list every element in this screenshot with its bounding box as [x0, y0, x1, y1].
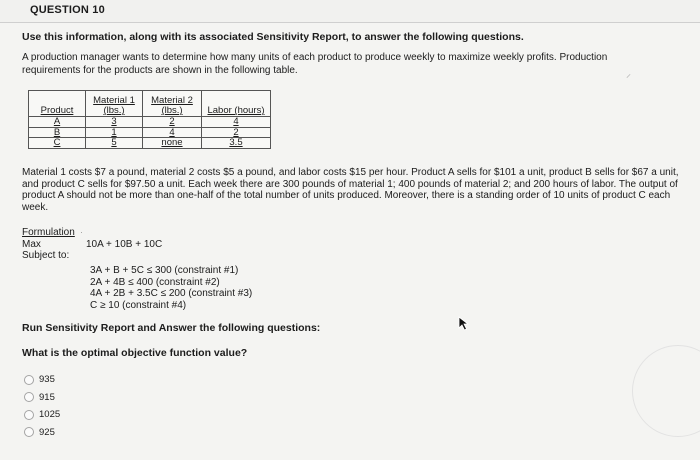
- decorative-circle: [632, 345, 700, 437]
- problem-description: Material 1 costs $7 a pound, material 2 costs $5 a pound, and labor costs $15 per hour. Product A sells for $101 a unit, product B sells for $67 a unit, and product C sells for $97.50 a unit. Each week there are 300 pounds of material 1; 400 pounds of material 2; and 200 hours of labor. The output of product A should not be more than one-half of the total number of units produced. Moreover, there is a standing order of 10 units of product C each week.: [22, 167, 679, 213]
- radio-button-icon[interactable]: [24, 427, 34, 437]
- radio-button-icon[interactable]: [24, 375, 34, 385]
- formulation-heading: Formulation: [22, 227, 75, 238]
- objective-function: 10A + 10B + 10C: [86, 238, 163, 250]
- radio-button-icon[interactable]: [24, 392, 34, 402]
- option-915[interactable]: 915: [24, 389, 60, 407]
- constraint-2: 2A + 4B ≤ 400 (constraint #2): [90, 276, 220, 288]
- constraints-list: [90, 265, 252, 311]
- cursor-arrow-icon: [458, 316, 472, 332]
- question-prompt: What is the optimal objective function value?: [22, 347, 248, 359]
- table-row: A 3 2 4: [29, 117, 271, 128]
- question-title: QUESTION 10: [30, 4, 105, 16]
- subject-to-label: Subject to:: [22, 250, 70, 261]
- table-row: C 5 none 3.5: [29, 138, 271, 149]
- max-label: Max: [22, 238, 41, 250]
- option-925[interactable]: 925: [24, 424, 60, 442]
- header-material-2: Material 2 (lbs.): [143, 91, 202, 117]
- stray-mark: ⸝: [626, 69, 631, 80]
- header-labor: Labor (hours): [202, 91, 271, 117]
- instruction-text: Use this information, along with its associated Sensitivity Report, to answer the following questions.: [22, 31, 524, 43]
- production-table: [28, 90, 271, 149]
- constraint-3: 4A + 2B + 3.5C ≤ 200 (constraint #3): [90, 288, 253, 299]
- option-1025[interactable]: 1025: [24, 406, 60, 424]
- header-material-1: Material 1 (lbs.): [86, 91, 143, 117]
- formulation-block: [22, 227, 163, 262]
- constraint-1: 3A + B + 5C ≤ 300 (constraint #1): [90, 265, 239, 276]
- answer-options: [24, 371, 60, 441]
- run-report-instruction: Run Sensitivity Report and Answer the following questions:: [22, 322, 321, 334]
- option-935[interactable]: 935: [24, 371, 60, 389]
- question-header: [0, 0, 700, 23]
- constraint-4: C ≥ 10 (constraint #4): [90, 299, 187, 311]
- stray-mark: ·: [80, 227, 83, 237]
- radio-button-icon[interactable]: [24, 410, 34, 420]
- table-row: B 1 4 2: [29, 127, 271, 138]
- table-header-row: [29, 91, 271, 117]
- intro-paragraph: A production manager wants to determine how many units of each product to produce weekly to maximize weekly profits. Production requirements for the products are shown in the following table.: [22, 52, 608, 76]
- header-product: Product: [29, 91, 86, 117]
